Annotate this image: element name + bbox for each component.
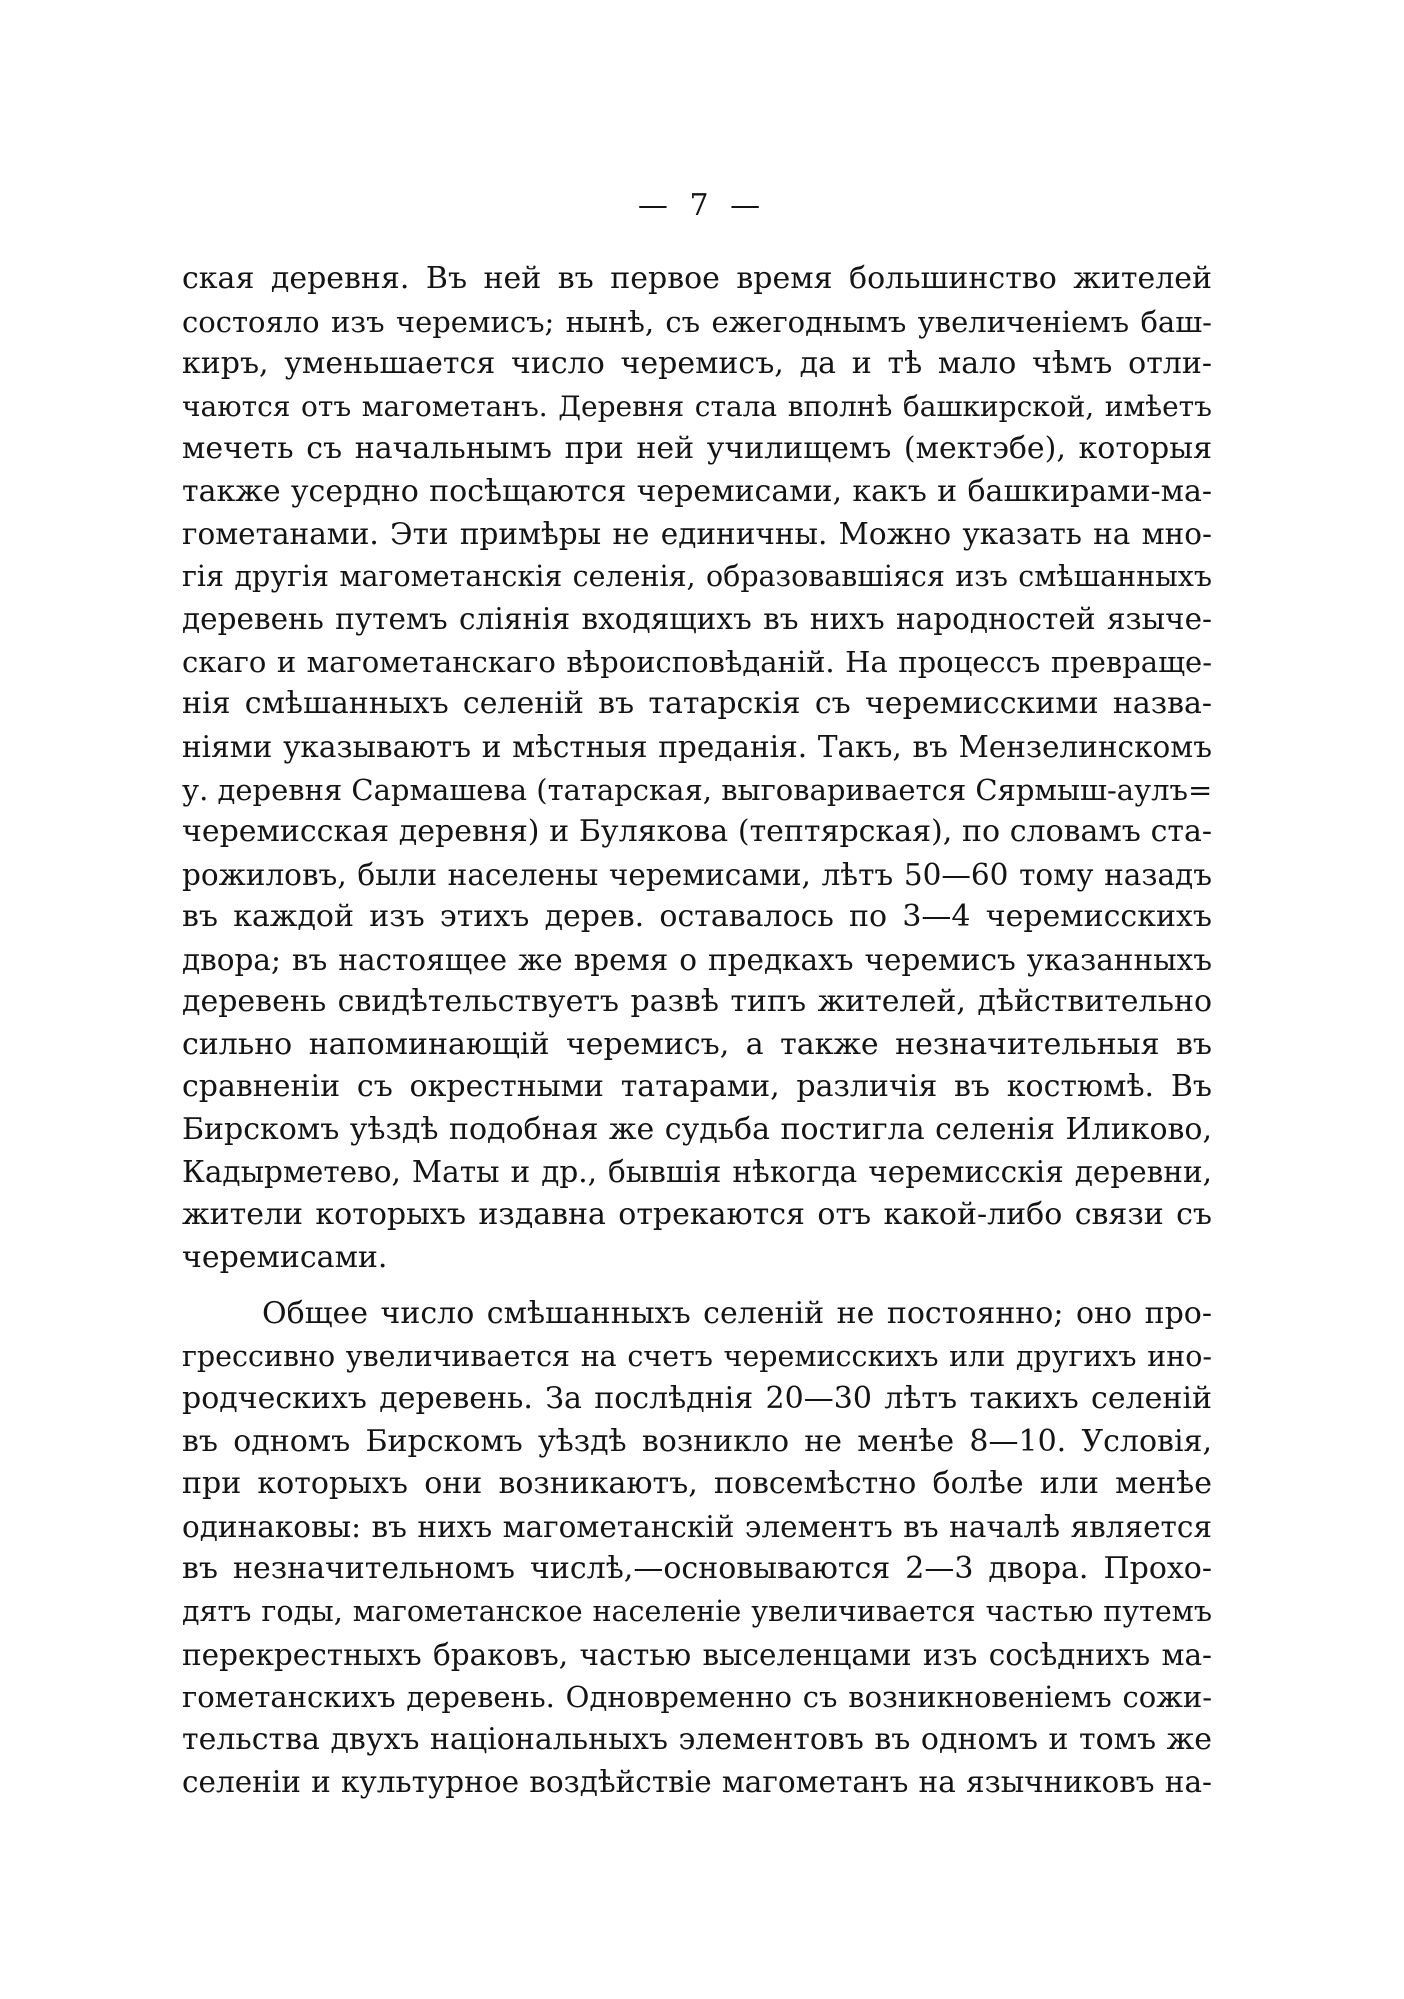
text-line: тельства двухъ національныхъ элементовъ въ одномъ и томъ же [182, 1721, 1212, 1757]
text-line: одинаковы: въ нихъ магометанскій элементъ въ началѣ является [182, 1509, 1212, 1544]
text-line: деревень путемъ сліянія входящихъ въ нихъ народностей языче- [182, 602, 1212, 637]
text-line: въ незначительномъ числѣ,—основываются 2—3 двора. Прохо- [182, 1551, 1212, 1587]
paragraph-1 [182, 258, 1212, 1279]
text-line: Бирскомъ уѣздѣ подобная же судьба постигла селенія Иликово, [182, 1111, 1212, 1147]
text-line: ская деревня. Въ ней въ первое время большинство жителей [182, 261, 1212, 296]
text-line: жители которыхъ издавна отрекаются отъ какой-либо связи съ [182, 1197, 1212, 1233]
text-line: при которыхъ они возникаютъ, повсемѣстно болѣе или менѣе [182, 1466, 1212, 1502]
text-line: въ одномъ Бирскомъ уѣздѣ возникло не менѣе 8—10. Условія, [182, 1423, 1212, 1459]
text-line: киръ, уменьшается число черемисъ, да и тѣ мало чѣмъ отли- [182, 346, 1212, 382]
text-line: мечеть съ начальнымъ при ней училищемъ (мектэбе), которыя [182, 431, 1212, 467]
text-line: у. деревня Сармашева (татарская, выговаривается Сярмыш-аулъ= [182, 772, 1212, 807]
text-line: родческихъ деревень. За послѣднія 20—30 лѣтъ такихъ селеній [182, 1381, 1212, 1417]
text-line: состояло изъ черемисъ; нынѣ, съ ежегоднымъ увеличеніемъ баш- [182, 304, 1212, 339]
text-line: скаго и магометанскаго вѣроисповѣданій. На процессъ превраще- [182, 644, 1212, 679]
body-text [182, 258, 1212, 1804]
text-line: Кадырметево, Маты и др., бывшія нѣкогда черемисскія деревни, [182, 1155, 1212, 1190]
text-line: Общее число смѣшанныхъ селеній не постоянно; оно про- [262, 1296, 1212, 1332]
text-line: перекрестныхъ браковъ, частью выселенцами изъ сосѣднихъ ма- [182, 1637, 1212, 1672]
text-line: также усердно посѣщаются черемисами, какъ и башкирами-ма- [182, 473, 1212, 509]
paragraph-gap [182, 1279, 1212, 1293]
text-line: чаются отъ магометанъ. Деревня стала вполнѣ башкирской, имѣетъ [182, 389, 1212, 423]
text-line: гометанами. Эти примѣры не единичны. Можно указать на мно- [182, 517, 1212, 552]
text-line: черемисская деревня) и Булякова (тептярская), по словамъ ста- [182, 814, 1212, 850]
text-line: рожиловъ, были населены черемисами, лѣтъ 50—60 тому назадъ [182, 857, 1212, 892]
text-line: нія смѣшанныхъ селеній въ татарскія съ черемисскими назва- [182, 686, 1212, 722]
text-line: двора; въ настоящее же время о предкахъ черемисъ указанныхъ [182, 942, 1212, 977]
text-line: ніями указываютъ и мѣстныя преданія. Такъ, въ Мензелинскомъ [182, 730, 1212, 765]
text-line: въ каждой изъ этихъ дерев. оставалось по 3—4 черемисскихъ [182, 899, 1212, 935]
page-number: — 7 — [637, 188, 767, 223]
text-line: селеніи и культурное воздѣйствіе магометанъ на язычниковъ на- [182, 1765, 1212, 1800]
text-line: грессивно увеличивается на счетъ черемисскихъ или другихъ ино- [182, 1339, 1212, 1373]
text-line: черемисами. [182, 1239, 388, 1275]
text-line: гія другія магометанскія селенія, образовавшіяся изъ смѣшанныхъ [182, 559, 1212, 593]
paragraph-2 [182, 1293, 1212, 1804]
text-line: гометанскихъ деревень. Одновременно съ возникновеніемъ сожи- [182, 1680, 1212, 1715]
text-line: сильно напоминающій черемисъ, а также незначительныя въ [182, 1026, 1212, 1062]
text-line: дятъ годы, магометанское населеніе увеличивается частью путемъ [182, 1594, 1212, 1628]
text-line: деревень свидѣтельствуетъ развѣ типъ жителей, дѣйствительно [182, 984, 1212, 1020]
text-line: сравненіи съ окрестными татарами, различія въ костюмѣ. Въ [182, 1069, 1212, 1105]
